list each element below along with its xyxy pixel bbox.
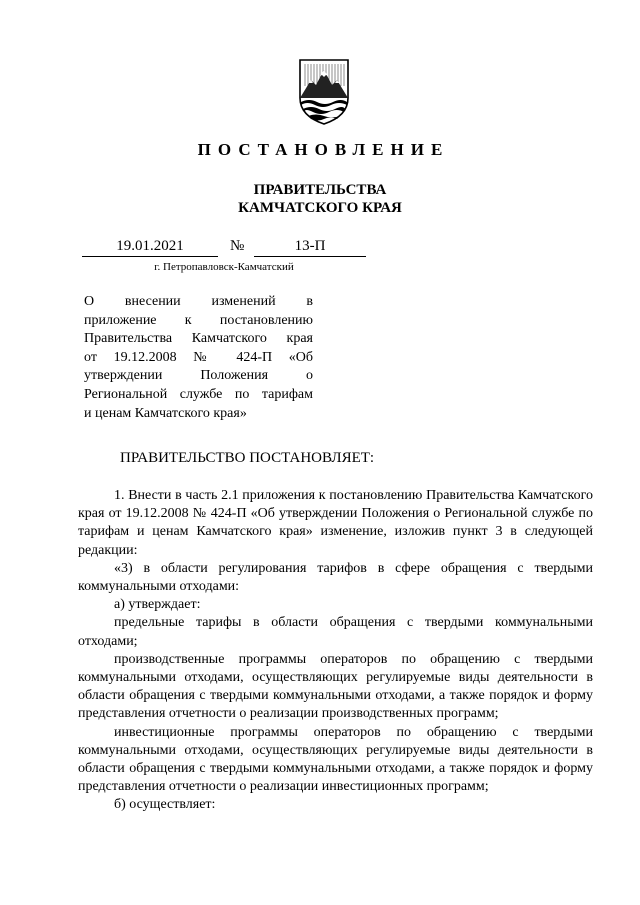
body-paragraph: производственные программы операторов по обращению с твердыми коммунальными отходами, осуществляющих регулируемые виды деятельности в области обращения с твердыми коммунальными отходами, а также порядок и форму представления отчетности о реализации производственных программ;: [78, 651, 593, 722]
date-underline: [82, 256, 218, 257]
document-body: [78, 487, 593, 815]
body-paragraph: а) утверждает:: [114, 597, 201, 613]
decree-statement: ПРАВИТЕЛЬСТВО ПОСТАНОВЛЯЕТ:: [120, 450, 375, 466]
subject-line: Региональной службе по тарифам: [84, 386, 313, 402]
body-paragraph: 1. Внести в часть 2.1 приложения к постановлению Правительства Камчатского края от 19.12.2008 № 424-П «Об утверждении Положения о Региональной службе по тарифам и ценам Камчатского края» изменение, изложив пункт 3 в следующей редакции:: [78, 488, 593, 558]
authority-line: КАМЧАТСКОГО КРАЯ: [238, 200, 402, 216]
number-underline: [254, 256, 366, 257]
subject-line: Правительства Камчатского края: [84, 331, 313, 347]
body-paragraph: инвестиционные программы операторов по обращению с твердыми коммунальными отходами, осуществляющих регулируемые виды деятельности в области обращения с твердыми коммунальными отходами, а также порядок и форму представления отчетности о реализации инвестиционных программ;: [78, 724, 593, 795]
document-title: ПОСТАНОВЛЕНИЕ: [197, 140, 450, 159]
document-date: 19.01.2021: [116, 238, 184, 254]
issuing-authority: [0, 181, 640, 217]
authority-line: ПРАВИТЕЛЬСТВА: [253, 182, 387, 198]
subject-line: от 19.12.2008 № 424-П «Об: [84, 349, 313, 365]
issue-city: г. Петропавловск-Камчатский: [154, 261, 294, 273]
body-paragraph: «3) в области регулирования тарифов в сфере обращения с твердыми коммунальными отходами:: [78, 560, 593, 595]
subject-line: и ценам Камчатского края»: [84, 405, 247, 421]
document-subject: [84, 293, 313, 423]
body-paragraph: б) осуществляет:: [114, 797, 216, 813]
subject-line: утверждении Положения о: [84, 368, 313, 384]
document-number-row: [82, 238, 366, 258]
subject-line: приложение к постановлению: [84, 312, 313, 328]
number-sign: №: [230, 238, 245, 254]
subject-line: О внесении изменений в: [84, 294, 313, 309]
kamchatka-coat-of-arms-icon: [297, 58, 351, 126]
body-paragraph: предельные тарифы в области обращения с твердыми коммунальными отходами;: [78, 615, 593, 649]
document-number: 13-П: [294, 238, 326, 254]
